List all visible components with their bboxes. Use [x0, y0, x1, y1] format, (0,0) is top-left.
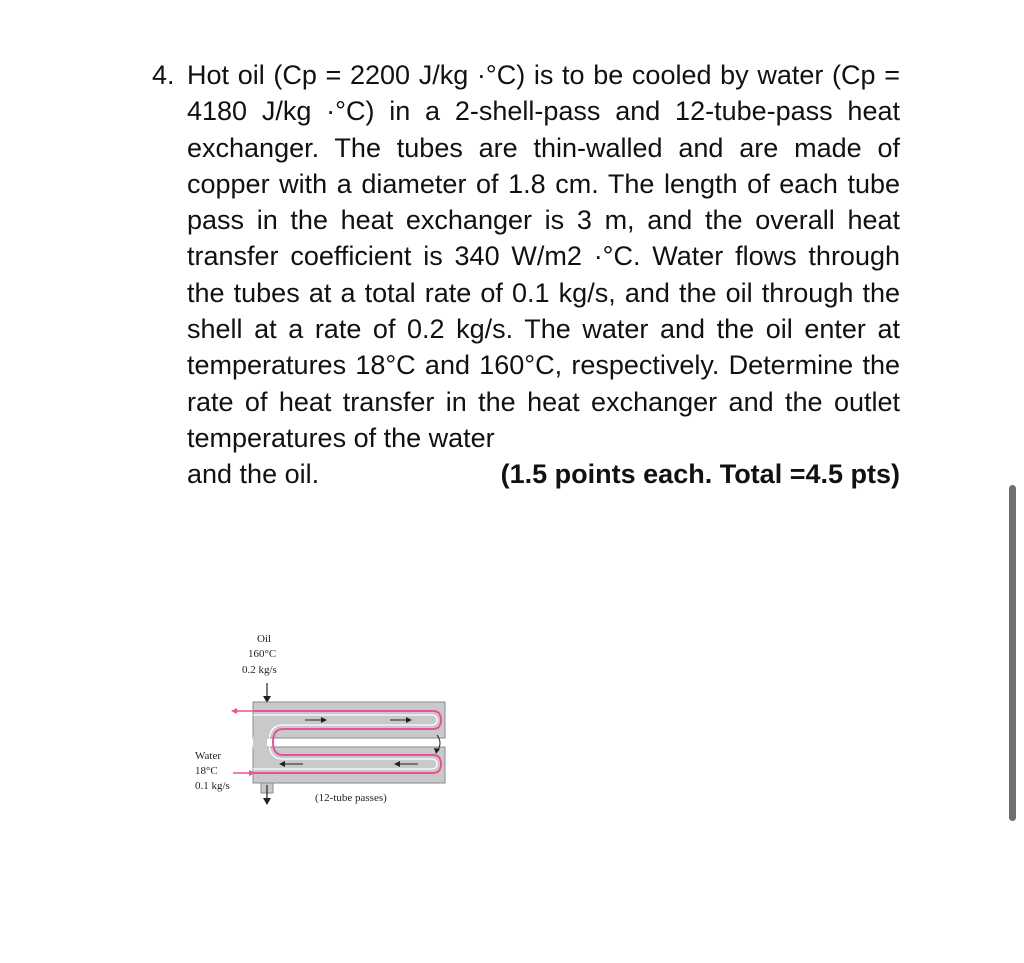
- water-outlet-arrowhead: [231, 708, 237, 714]
- shell-upper: [253, 702, 445, 738]
- problem-text: [187, 57, 900, 493]
- water-label: Water: [195, 750, 221, 762]
- water-temp-label: 18°C: [195, 765, 218, 777]
- problem-ending: and the oil.: [187, 459, 320, 490]
- heat-exchanger-diagram: [185, 625, 455, 815]
- oil-label: Oil: [257, 633, 272, 645]
- oil-rate-label: 0.2 kg/s: [242, 664, 277, 676]
- problem-body: Hot oil (Cp = 2200 J/kg ·°C) is to be cooled by water (Cp = 4180 J/kg ·°C) in a 2-shell-pass and 12-tube-pass heat exchanger. The tubes are thin-walled and are made of copper with a diameter of 1.8 cm. The length of each tube pass in the heat exchanger is 3 m, and the overall heat transfer coefficient is 340 W/m2 ·°C. Water flows through the tubes at a total rate of 0.1 kg/s, and the oil through the shell at a rate of 0.2 kg/s. The water and the oil enter at temperatures 18°C and 160°C, respectively. Determine the rate of heat transfer in the heat exchanger and the outlet temperatures of the water: [187, 60, 900, 453]
- scrollbar-thumb[interactable]: [1009, 485, 1016, 821]
- shell-connector: [253, 735, 267, 750]
- problem-last-line: [187, 456, 900, 492]
- water-rate-label: 0.1 kg/s: [195, 780, 230, 792]
- tube-passes-label: (12-tube passes): [315, 792, 387, 804]
- points-note: (1.5 points each. Total =4.5 pts): [500, 459, 900, 490]
- oil-outlet-arrowhead: [263, 798, 271, 805]
- oil-temp-label: 160°C: [248, 648, 277, 660]
- problem-number: 4.: [152, 60, 175, 90]
